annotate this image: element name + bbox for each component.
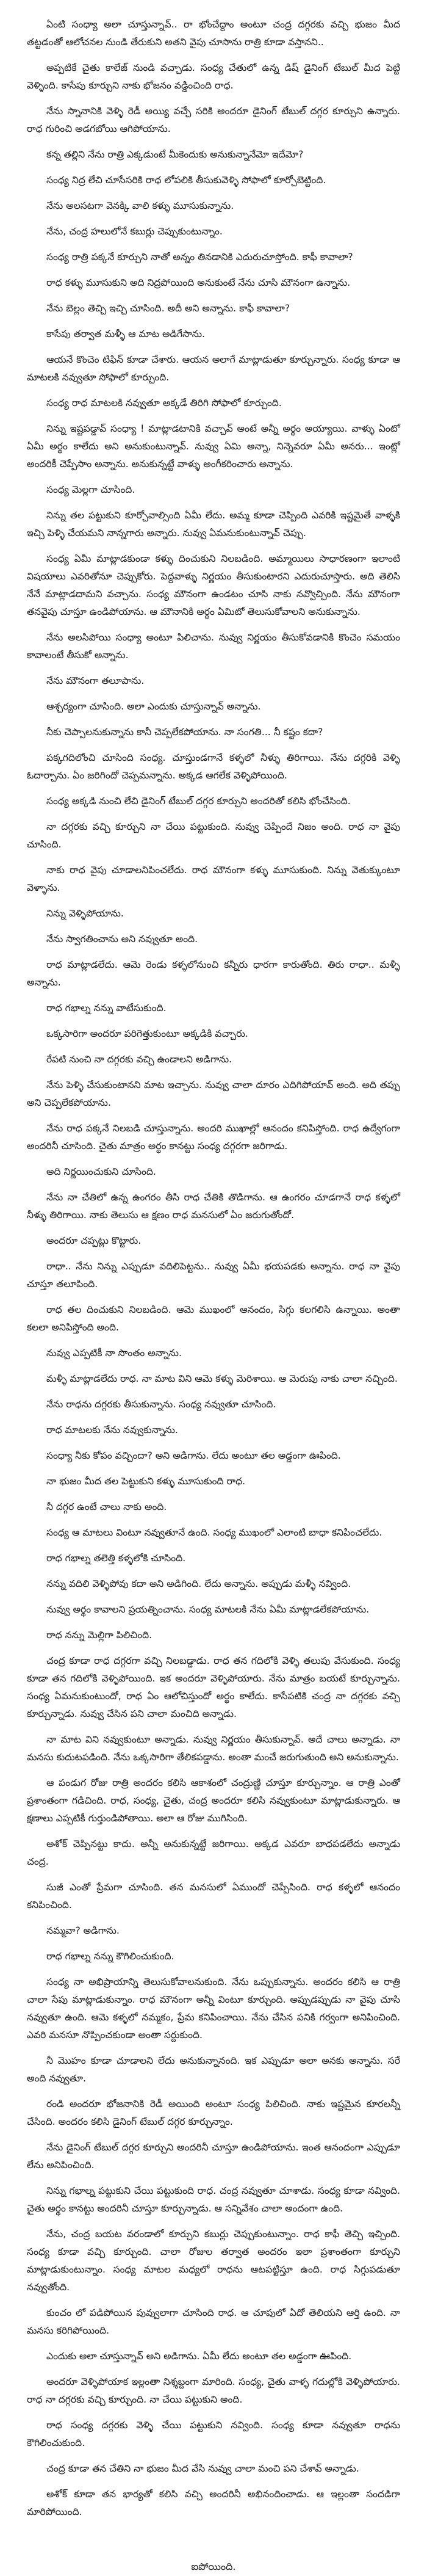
paragraph: సంధ్య రాత్రి పక్కనే కూర్చుని నాతో అన్నం తినడానికి ఎదురుచూస్తోంది. కాఫీ కావాలా? xyxy=(46,252,353,263)
paragraph: నిన్ను ఇష్టపడ్డావ్ సంధ్యా ! మాట్లాడటానికి వచ్చావ్ అంటే అన్నీ అర్థం అయ్యాయి. వాళ్ళు ఏంటో ఏమీ అర్థం కాలేదు అని అనుకుంటున్నావ్. నువ్వు ఏమి అన్నా, నిన్నెవరూ ఏమీ అనరు... ఇంట్లో అందరికీ చెప్పేసాం అన్నాను. అనుకున్నట్టే వాళ్ళు అంగీకరించారు అన్నాను. xyxy=(27,423,400,470)
paragraph: నేను స్వాగతించాను అని నవ్వుతూ అంది. xyxy=(46,934,198,945)
paragraph: నేను, చంద్ర బయట వరండాలో కూర్చుని కబుర్లు చెప్పుకుంటున్నాం. రాధ కాఫీ తెచ్చి ఇచ్చింది. సంధ్య కూడా వచ్చి కూర్చుంది. చాలా రోజుల తర్వాత అందరం ఇలా ప్రశాంతంగా కూర్చుని మాట్లాడుకుంటున్నాం. సంధ్య మాటల మధ్యలో రాధను ఆటపట్టిస్తూ ఉంది. రాధ సిగ్గుపడుతూ నవ్వుతోంది. xyxy=(27,2229,400,2293)
paragraph: పక్కగదిలోంచి చూసింది సంధ్య. చూస్తుండగానే కళ్ళలో నీళ్ళు తిరిగాయి. నేను దగ్గరికి వెళ్ళి ఓదార్చాను. ఏం జరిగిందో చెప్పమన్నాను. అక్కడ ఆగలేక వెళ్ళిపోయింది. xyxy=(27,752,400,781)
paragraph: సంధ్య రాధ మాటలకి నవ్వుతూ అక్కడే తిరిగి సోఫాలో కూర్చుంది. xyxy=(46,397,282,408)
paragraph: ఆయనే కొంచెం టిఫిన్ కూడా చేశారు. ఆయన అలాగే మాట్లాడుతూ కూర్చున్నారు. సంధ్య కూడా ఆ మాటలకి నవ్వుతూ సోఫాలో కూర్చుంది. xyxy=(27,354,400,383)
paragraph: నేను పెళ్ళి చేసుకుంటానని మాట ఇచ్చాను. నువ్వు చాలా దూరం ఎదిగిపోయావ్ అంది. అది తప్పు అని చెప్పలేకపోయాను. xyxy=(27,1079,400,1108)
paragraph: నీ దగ్గర ఉంటే చాలు నాకు అంది. xyxy=(46,1501,167,1512)
paragraph: నీకు చెప్పాలనుకున్నాను కానీ చెప్పలేకపోయాను. నా సంగతి... నీ కష్టం కదా? xyxy=(46,727,323,738)
paragraph: రాధ తల దించుకుని నిలబడింది. ఆమె ముఖంలో ఆనందం, సిగ్గు కలగలిసి ఉన్నాయి. అంతా కలలా అనిపిస్తోంది అంది. xyxy=(27,1304,400,1333)
paragraph: ఆశ్చర్యంగా చూసింది. అలా ఎందుకు చూస్తున్నావ్ అన్నాను. xyxy=(46,701,261,712)
paragraph: అశోక్ చెప్పినట్టు కాదు. అన్నీ అనుకున్నట్టే జరిగాయి. అక్కడ ఎవరూ బాధపడలేదు అన్నాడు చంద్ర. xyxy=(27,1838,400,1867)
paragraph: నేను అలసిపోయి సంధ్యా అంటూ పిలిచాను. నువ్వు నిర్ణయం తీసుకోవడానికి కొంచెం సమయం కావాలంటే తీసుకో అన్నాను. xyxy=(27,632,400,661)
paragraph: సంధ్య నా అభిప్రాయాన్ని తెలుసుకోవాలనుకుంది. నేను ఒప్పుకున్నాను. అందరం కలిసి ఆ రాత్రి చాలా సేపు మాట్లాడుకున్నాం. రాధ మౌనంగా అన్నీ వింటూ కూర్చుంది. అప్పుడప్పుడు నా వైపు చూసి నవ్వుతూ ఉంది. ఆమె కళ్ళలో నమ్మకం, ప్రేమ కనిపించాయి. నేను చేసిన పనికి గర్వంగా అనిపించింది. ఎవరి మనసూ నొప్పించకుండా అంతా సర్దుకుంది. xyxy=(27,1976,400,2041)
paragraph: రండి అందరూ భోజనానికి రెడీ అయింది అంటూ సంధ్య పిలిచింది. నాకు ఇష్టమైన కూరలన్నీ చేసింది. అందరం కలిసి డైనింగ్ టేబుల్ దగ్గర కూర్చున్నాం. xyxy=(27,2099,400,2127)
paragraph: సంధ్య మెల్లగా చూసింది. xyxy=(46,484,135,495)
paragraph: నిన్ను తల పట్టుకుని కూర్చోవాల్సింది ఏమీ లేదు. అమ్మ కూడా చెప్పింది ఎవరికి ఇష్టమైతే వాళ్ళకి ఇచ్చి పెళ్ళి చేయమని నాన్నగారు అన్నారు. నువ్వు ఏమనుకుంటున్నావ్ చెప్పు. xyxy=(27,510,400,539)
paragraph: మళ్ళీ మాట్లాడలేదు రాధ. నా మాట విని ఆమె కళ్ళు మెరిశాయి. ఆ మెరుపు నాకు చాలా నచ్చింది. xyxy=(46,1373,398,1384)
paragraph: కుంచం లో పడిపోయిన పువ్వులాగా చూసింది రాధ. ఆ చూపులో ఏదో తెలియని ఆర్తి ఉంది. నా మనసు కరిగిపోయింది. xyxy=(27,2307,400,2336)
paragraph: ఎందుకు అలా చూస్తున్నావ్ అని అడిగాను. ఏమీ లేదు అంటూ తల అడ్డంగా ఊపింది. xyxy=(46,2351,352,2362)
paragraph: ఏంటి సంధ్యా అలా చూస్తున్నావ్.. రా భోంచేద్దాం అంటూ చంద్ర దగ్గరకు వచ్చి భుజం మీద తట్టడంతో ఆలోచనల నుండి తేరుకుని అతని వైపు చూసాను రాత్రి కూడా వస్తానని.. xyxy=(27,19,400,48)
paragraph: రాధ సంధ్య దగ్గరకు వెళ్ళి చేయి పట్టుకుని నవ్వింది. సంధ్య కూడా నవ్వుతూ రాధను కౌగిలించుకుంది. xyxy=(27,2420,400,2448)
paragraph: అప్పటికే చైతు కాలేజ్ నుండి వచ్చాడు. సంధ్య చేతులో ఉన్న డిష్ డైనింగ్ టేబుల్ మీద పెట్టి వెళ్ళింది. కాసేపు కూర్చుని నాకు భోజనం వడ్డించింది రాధ. xyxy=(27,62,400,91)
paragraph: సంధ్య ఏమీ మాట్లాడకుండా కళ్ళు దించుకుని నిలబడింది. అమ్మాయిలు సాధారణంగా ఇలాంటి విషయాలు ఎవరితోనూ చెప్పుకోరు. పెద్దవాళ్ళు నిర్ణయం తీసుకుంటారని ఎదురుచూస్తారు. అది తెలిసి నేనే మాట్లాడదామని వచ్చాను. సంధ్య మౌనంగా ఉండటం చూసి నాకు నవ్వొచ్చింది. నేను మౌనంగా తనవైపు చూస్తూ ఉండిపోయాను. ఆ మౌనానికి అర్థం ఏమిటో తెలుసుకోవాలని అనుకున్నాను. xyxy=(27,553,400,617)
paragraph: రాధ గభాల్న నన్ను వాటేసుకుంది. xyxy=(46,1003,167,1014)
paragraph: అందరూ వెళ్ళిపోయాక ఇల్లంతా నిశ్శబ్దంగా మారింది. సంధ్య, చైతు వాళ్ళ గదుల్లోకి వెళ్ళిపోయారు. రాధ నా దగ్గరకు వచ్చి కూర్చుంది. నా చేయి పట్టుకుని అంది. xyxy=(27,2376,400,2405)
paragraph: అందరూ చప్పట్లు కొట్టారు. xyxy=(46,1235,142,1246)
paragraph: నేను రాధను దగ్గరకు తీసుకున్నాను. సంధ్య నవ్వుతూ చూసింది. xyxy=(46,1399,276,1410)
paragraph: నాకు రాధ వైపు చూడాలనిపించలేదు. రాధ మౌనంగా కళ్ళు మూసుకుంది. నిన్ను వెతుక్కుంటూ వెళ్ళాను. xyxy=(27,865,400,893)
paragraph: నేను స్నానానికి వెళ్ళి రెడీ అయ్యి వచ్చే సరికి అందరూ డైనింగ్ టేబుల్ దగ్గర కూర్చుని ఉన్నారు. రాధ గురించి అడగబోయి ఆగిపోయాను. xyxy=(27,106,400,134)
paragraph: సంధ్య అక్కడి నుంచి లేచి డైనింగ్ టేబుల్ దగ్గర కూర్చుని అందరితో కలిసి భోంచేసింది. xyxy=(46,796,351,807)
paragraph: నేను, చంద్ర హలులోనే కబుర్లు చెప్పుకుంటున్నాం. xyxy=(46,226,223,237)
paragraph: రాధ మాటలకు నేను నవ్వుకున్నాను. xyxy=(46,1424,178,1435)
paragraph: రాధ కళ్ళు మూసుకుని అది నిద్రపోయింది అనుకుంటే నేను చూసి మౌనంగా ఉన్నాను. xyxy=(46,277,351,288)
paragraph: రాధ మాట్లాడలేదు. ఆమె రెండు కళ్ళలోనుంచి కన్నీరు ధారగా కారుతోంది. తిరు రాధా.. మళ్ళీ అన్నాను. xyxy=(27,959,400,988)
paragraph: సుజీ ఎంతో ప్రేమగా చూసింది. తన మనసులో ఏముందో చెప్పేసింది. రాధ కళ్ళలో ఆనందం కనిపించింది. xyxy=(27,1882,400,1910)
paragraph: నమ్మవా? అడిగాను. xyxy=(46,1925,120,1936)
paragraph: అశోక్ కూడా తన భార్యతో కలిసి వచ్చి అందరినీ అభినందించాడు. ఆ ఇల్లంతా సందడిగా మారిపోయింది. xyxy=(27,2489,400,2517)
paragraph: కాసేపు తర్వాత మళ్ళీ ఆ మాట అడిగేసాను. xyxy=(46,328,206,339)
paragraph: సంధ్య ఆ మాటలు వింటూ నవ్వుతూనే ఉంది. సంధ్య ముఖంలో ఎలాంటి బాధా కనిపించలేదు. xyxy=(46,1527,382,1538)
paragraph: నేను రాధ పక్కనే నిలబడి చూస్తున్నాను. అందరి ముఖాల్లో ఆనందం కనిపిస్తోంది. రాధ ఉద్వేగంగా అందరినీ చూసింది. చైతు మాత్రం అర్థం కానట్టు సంధ్య దగ్గరగా జరిగాడు. xyxy=(27,1123,400,1152)
paragraph: నువ్వు అర్థం కావాలని ప్రయత్నించాను. సంధ్య మాటలకి నేను ఏమీ మాట్లాడలేకపోయాను. xyxy=(46,1604,370,1615)
paragraph: కన్న తల్లిని నేను రాత్రి ఎక్కడుంటే మీకెందుకు అనుకున్నానేమో ఇదేమో? xyxy=(46,149,304,160)
paragraph: నువ్వు ఎప్పటికీ నా సొంతం అన్నాను. xyxy=(46,1348,182,1359)
paragraph: నీ మొహం కూడా చూడాలని లేదు అనుకున్నానంది. ఇక ఎప్పుడూ అలా అనకు అన్నాను. సరే అంది నవ్వుతూ. xyxy=(27,2055,400,2084)
story-ending: ఐపోయింది. xyxy=(191,2561,236,2572)
paragraph: రాధ గభాల్న తలెత్తి కళ్ళలోకి చూసింది. xyxy=(46,1553,186,1564)
paragraph: ఆ పండుగ రోజు రాత్రి అందరం కలిసి ఆకాశంలో చంద్రుణ్ణి చూస్తూ కూర్చున్నాం. ఆ రాత్రి ఎంతో ప్రశాంతంగా గడిచింది. రాధ, సంధ్య, చైతు, చంద్ర అందరూ కలిసి నవ్వుకుంటూ మాట్లాడుకున్నారు. ఆ క్షణాలు ఎప్పటికీ గుర్తుండిపోతాయి. అలా ఆ రోజు ముగిసింది. xyxy=(27,1777,400,1824)
paragraph: రాధా.. నేను నిన్ను ఎప్పుడూ వదిలిపెట్టను.. నువ్వు ఏమీ భయపడకు అన్నాను. రాధ నా వైపు చూస్తూ తలూపింది. xyxy=(27,1261,400,1290)
paragraph: నేను డైనింగ్ టేబుల్ దగ్గర కూర్చుని అందరినీ చూస్తూ ఉండిపోయాను. ఇంత ఆనందంగా ఎప్పుడూ లేను అనిపించింది. xyxy=(27,2142,400,2171)
paragraph: చంద్ర కూడా రాధ దగ్గరగా వచ్చి నిలబడ్డాడు. రాధ తన గదిలోకి వెళ్ళి తలుపు వేసుకుంది. సంధ్య కూడా తన గదిలోకి వెళ్ళిపోయింది. ఇక అందరూ వెళ్ళిపోయారు. నేను మాత్రం బయటే కూర్చున్నాను. సంధ్య ఏమనుకుంటుందో, రాధ ఏం ఆలోచిస్తుందో అర్థం కాలేదు. కాసేపటికి చంద్ర నా దగ్గరకు వచ్చి కూర్చున్నాడు. నువ్వు చేసిన పని చాలా మంచిది అన్నాడు. xyxy=(27,1655,400,1719)
paragraph: ఒక్కసారిగా అందరూ పరిగెత్తుకుంటూ అక్కడికి వచ్చారు. xyxy=(46,1028,248,1039)
paragraph: నా భుజం మీద తల పెట్టుకుని కళ్ళు మూసుకుంది రాధ. xyxy=(46,1476,246,1487)
paragraph: సంధ్యా నీకు కోపం వచ్చిందా? అని అడిగాను. లేదు అంటూ తల అడ్డంగా ఊపింది. xyxy=(46,1450,341,1461)
paragraph: నేను బెల్లం తెచ్చి ఇచ్చి చూసింది. అదీ అని అన్నాను. కాఫీ కావాలా? xyxy=(46,303,290,314)
paragraph: అది నిర్ణయించుకుని చూసింది. xyxy=(46,1166,156,1177)
paragraph: నన్ను వదిలి వెళ్ళిపోవు కదా అని అడిగింది. లేదు అన్నాను. అప్పుడు మళ్ళీ నవ్వింది. xyxy=(46,1578,351,1589)
paragraph: నా దగ్గరకు వచ్చి కూర్చుని నా చేయి పట్టుకుంది. నువ్వు చెప్పిందే నిజం అంది. రాధ నా వైపు చూసింది. xyxy=(27,821,400,850)
story-text xyxy=(27,16,400,2576)
paragraph: నిన్ను గభాల్న పట్టుకుని చేయి పట్టుకుంది రాధ. చంద్ర నవ్వుతూ చూశాడు. సంధ్య కూడా నవ్వింది. చైతు అర్థం కానట్టు అందరినీ చూస్తూ కూర్చున్నాడు. ఆ సన్నివేశం చాలా అందంగా ఉంది. xyxy=(27,2185,400,2214)
paragraph: చంద్ర కూడా తన చేతిని నా భుజం మీద వేసి నువ్వు చాలా మంచి పని చేశావ్ అన్నాడు. xyxy=(46,2463,359,2474)
paragraph: సంధ్య నిద్ర లేచి చూసేసరికి రాధ లోపలికి తీసుకువెళ్ళి సోఫాలో కూర్చోబెట్టింది. xyxy=(46,175,326,186)
paragraph: నేను నా చేతిలో ఉన్న ఉంగరం తీసి రాధ చేతికి తొడిగాను. ఆ ఉంగరం చూడగానే రాధ కళ్ళలో నీళ్ళు తిరిగాయి. నాకు తెలుసు ఆ క్షణం రాధ మనసులో ఏం జరుగుతోందో. xyxy=(27,1192,400,1221)
paragraph: రాధ నన్ను మెల్లిగా పిలిచింది. xyxy=(46,1630,152,1641)
paragraph: రేపటి నుంచి నా దగ్గరకు వచ్చి ఉండాలని అడిగాను. xyxy=(46,1054,232,1065)
paragraph: నా మాట విని నవ్వుకుంటూ అన్నాడు. నువ్వు నిర్ణయం తీసుకున్నావ్. అదే చాలు అన్నాడు. నా మనసు కుదుటపడింది. నేను ఒక్కసారిగా తేలికపడ్డాను. అంతా మంచే జరుగుతుంది అని అనుకున్నాను. xyxy=(27,1734,400,1763)
paragraph: నేను అలసటగా వెనక్కి వాలి కళ్ళు మూసుకున్నాను. xyxy=(46,200,234,211)
paragraph: నిన్ను వెళ్ళిపోయాను. xyxy=(46,908,124,919)
paragraph: రాధ గభాల్న నన్ను కౌగిలించుకుంది. xyxy=(46,1951,174,1962)
paragraph: నేను మౌనంగా తలూపాను. xyxy=(46,675,145,686)
